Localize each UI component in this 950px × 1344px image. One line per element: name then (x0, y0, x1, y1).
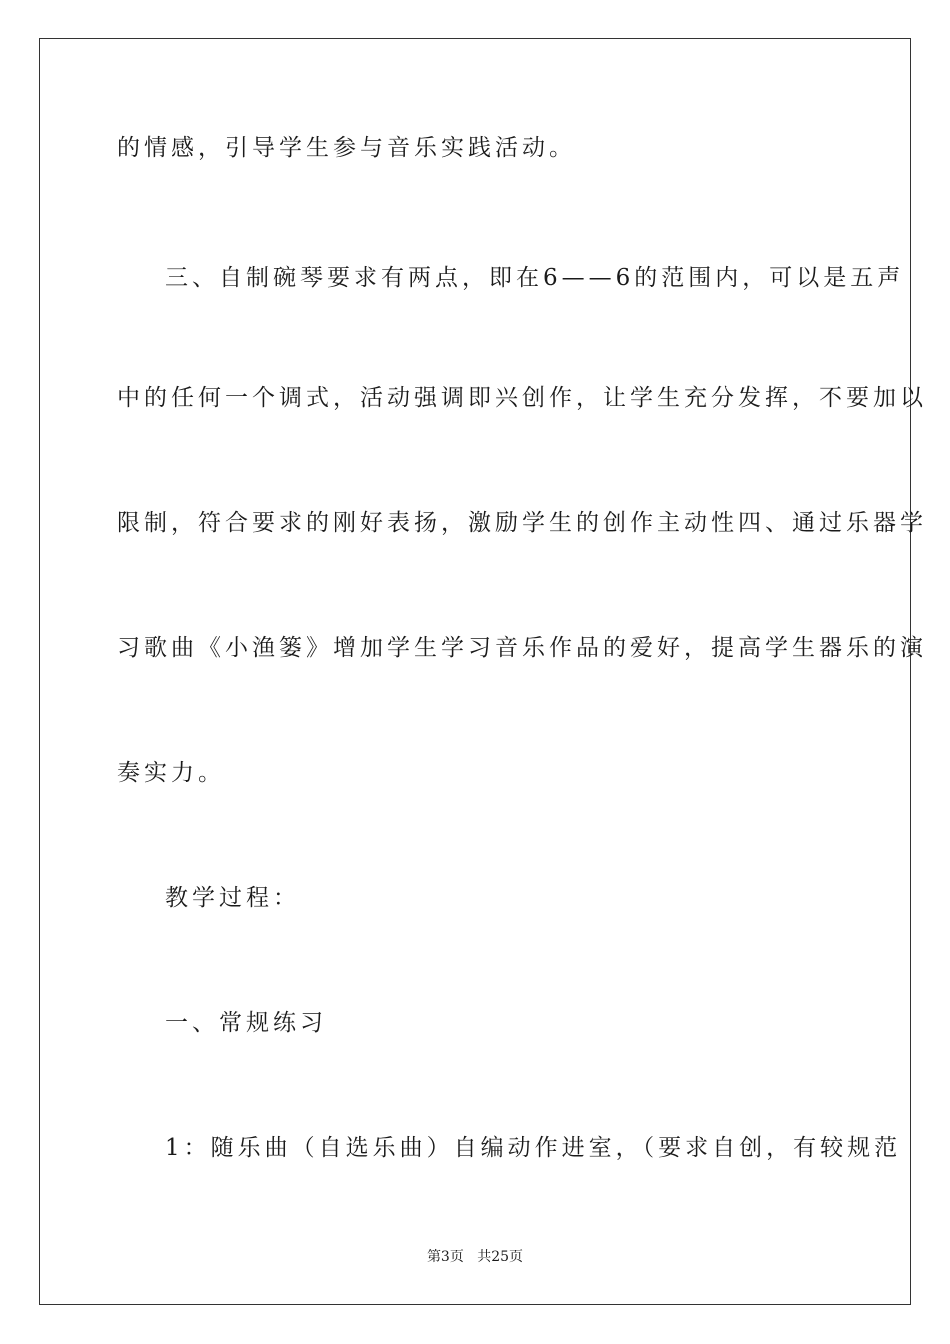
section-heading: 一、常规练习 (165, 1010, 327, 1036)
body-text-line: 习歌曲《小渔篓》增加学生学习音乐作品的爱好，提高学生器乐的演 (117, 635, 927, 661)
page-footer (0, 1248, 950, 1266)
body-text-line: 三、自制碗琴要求有两点，即在6——6的范围内，可以是五声 (165, 265, 905, 291)
page-number: 第3页 (426, 1249, 464, 1265)
body-text-line: 1：随乐曲（自选乐曲）自编动作进室，（要求自创，有较规范 (165, 1135, 902, 1161)
body-text-line: 限制，符合要求的刚好表扬，激励学生的创作主动性四、通过乐器学 (117, 510, 927, 536)
page-total: 共25页 (477, 1249, 524, 1265)
body-text-line: 中的任何一个调式，活动强调即兴创作，让学生充分发挥，不要加以 (117, 385, 927, 411)
body-text-line: 的情感，引导学生参与音乐实践活动。 (117, 135, 576, 161)
page-frame (39, 38, 927, 1305)
section-heading: 教学过程： (165, 885, 300, 911)
body-text-line: 奏实力。 (117, 760, 225, 786)
